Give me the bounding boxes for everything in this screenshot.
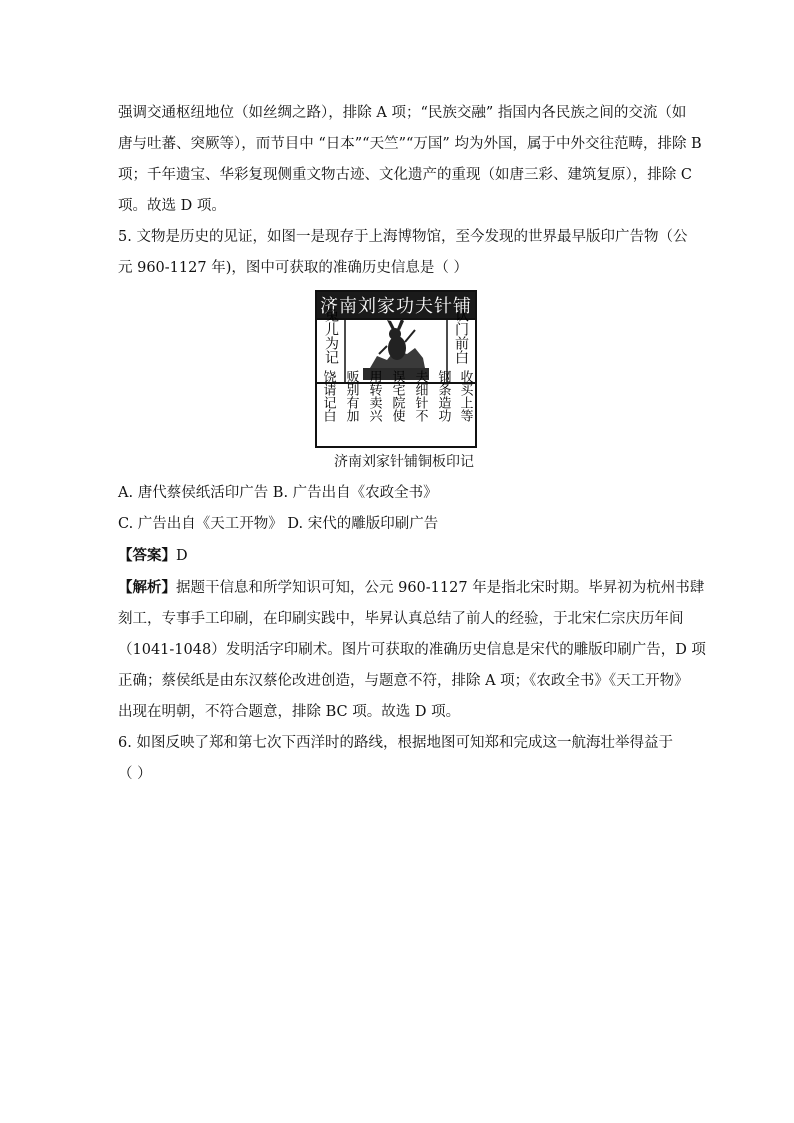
svg-text:夫细针不: 夫细针不: [412, 370, 428, 422]
question-5-stem: 5. 文物是历史的见证，如图一是现存于上海博物馆，至今发现的世界最早版印广告物（公: [118, 229, 688, 245]
question-5-stem: 元 960-1127 年)，图中可获取的准确历史信息是（ ）: [118, 260, 468, 276]
seal-header: 济南刘家功夫针铺: [320, 296, 472, 317]
svg-text:钢条造功: 钢条造功: [435, 370, 451, 422]
text-line: 项；千年遗宝、华彩复现侧重文物古迹、文化遗产的重现（如唐三彩、建筑复原），排除 C: [118, 167, 692, 183]
text-line: 强调交通枢纽地位（如丝绸之路），排除 A 项；“民族交融” 指国内各民族之间的交流（如: [118, 105, 687, 121]
analysis-line: 刻工，专事手工印刷，在印刷实践中，毕昇认真总结了前人的经验，于北宋仁宗庆历年间: [118, 611, 684, 627]
svg-text:误宅院使: 误宅院使: [389, 370, 405, 422]
answer-line: [118, 540, 690, 572]
seal-bottom-columns: [321, 369, 474, 423]
option-line: A. 唐代蔡侯纸活印广告 B. 广告出自《农政全书》: [118, 485, 438, 501]
svg-text:饶请记白: 饶请记白: [320, 370, 336, 422]
question-6-stem: （ ）: [118, 766, 152, 782]
seal-left-column: 兔儿为记: [323, 308, 339, 364]
seal-right-column: 认门前白: [453, 308, 469, 364]
text-line: 项。故选 D 项。: [118, 198, 226, 214]
figure-caption: 济南刘家针铺铜板印记: [334, 454, 474, 470]
text-line: 唐与吐蕃、突厥等），而节目中 “日本”“天竺”“万国” 均为外国，属于中外交往范畴，排除 B: [118, 136, 702, 152]
document-content: [118, 98, 706, 790]
svg-text:用转卖兴: 用转卖兴: [366, 370, 382, 422]
figure-seal: [118, 290, 690, 474]
option-line: C. 广告出自《天工开物》 D. 宋代的雕版印刷广告: [118, 516, 439, 532]
analysis-line: （1041-1048）发明活字印刷术。图片可获取的准确历史信息是宋代的雕版印刷广告，D 项: [118, 642, 706, 658]
answer-value: D: [176, 548, 188, 564]
analysis-line: 正确；蔡侯纸是由东汉蔡伦改进创造，与题意不符，排除 A 项；《农政全书》《天工开物》: [118, 673, 689, 689]
analysis-label: 【解析】: [118, 579, 176, 596]
question-6-stem: 6. 如图反映了郑和第七次下西洋时的路线，根据地图可知郑和完成这一航海壮举得益于: [118, 735, 673, 751]
svg-text:收买上等: 收买上等: [457, 370, 473, 422]
analysis-line: 【解析】据题干信息和所学知识可知，公元 960-1127 年是指北宋时期。毕昇初为杭州书肆: [118, 579, 705, 596]
seal-image: [315, 290, 477, 448]
svg-text:贩别有加: 贩别有加: [343, 370, 359, 422]
analysis-line: 出现在明朝，不符合题意，排除 BC 项。故选 D 项。: [118, 704, 461, 720]
answer-label: 【答案】: [118, 547, 176, 564]
